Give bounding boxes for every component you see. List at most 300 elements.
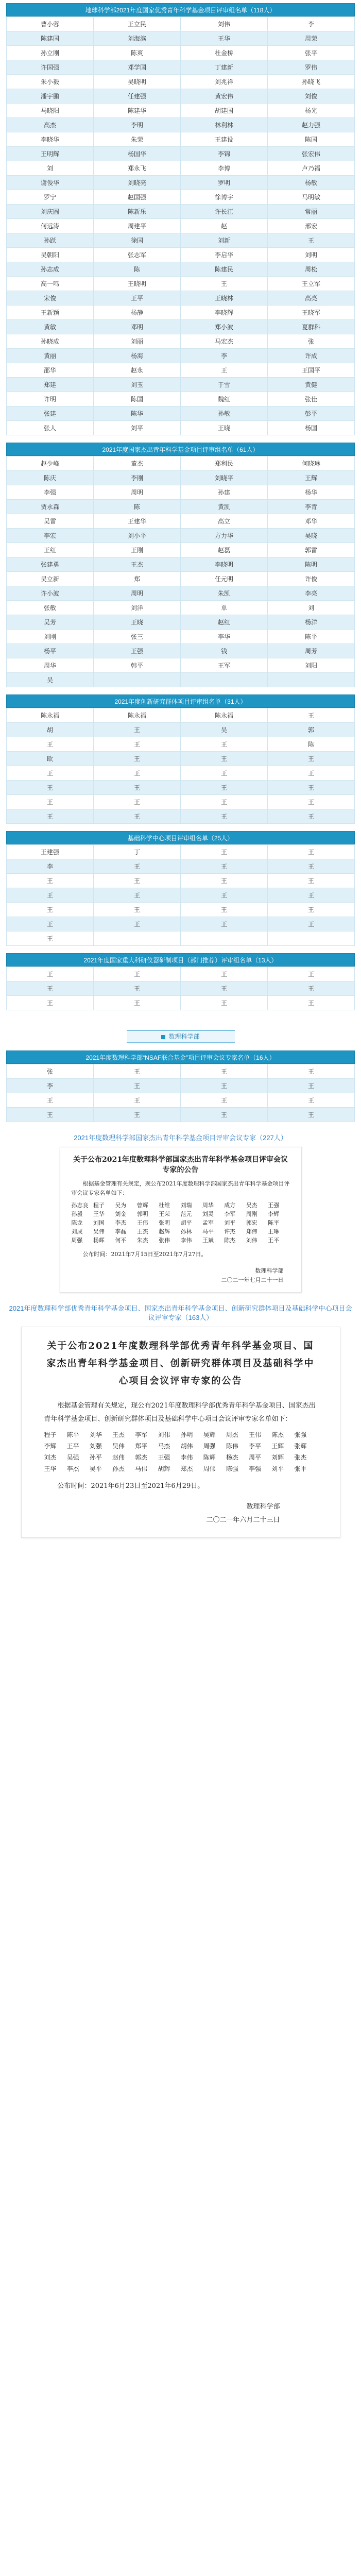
name-cell: 王 bbox=[181, 766, 268, 781]
name-cell: 王 bbox=[7, 903, 94, 917]
name-cell: 赵少峰 bbox=[7, 456, 94, 471]
name-cell: 王 bbox=[181, 888, 268, 903]
table-row bbox=[7, 615, 355, 630]
name-cell: 陈 bbox=[94, 262, 181, 277]
name-cell: 郑 bbox=[94, 572, 181, 586]
name-cell: 王 bbox=[94, 723, 181, 737]
table-row bbox=[7, 874, 355, 888]
expert-name: 陈强 bbox=[226, 1465, 238, 1472]
expert-name: 周刚 bbox=[246, 1211, 257, 1217]
math-name-table bbox=[6, 1064, 355, 1122]
expert-name: 吴强 bbox=[66, 1454, 79, 1461]
name-cell: 王晓 bbox=[94, 615, 181, 630]
expert-name: 孙毅 bbox=[71, 1211, 83, 1217]
name-cell: 张 bbox=[268, 334, 355, 349]
name-cell: 孙志成 bbox=[7, 262, 94, 277]
expert-name: 刘辉 bbox=[271, 1454, 284, 1461]
name-cell: 陈 bbox=[268, 737, 355, 752]
table-row bbox=[7, 233, 355, 248]
table-row bbox=[7, 781, 355, 795]
name-cell: 刘新 bbox=[181, 233, 268, 248]
name-cell: 王 bbox=[94, 967, 181, 981]
name-cell: 许小波 bbox=[7, 586, 94, 601]
name-cell: 王华 bbox=[181, 31, 268, 46]
name-cell: 罗宁 bbox=[7, 190, 94, 205]
notice1-signature bbox=[72, 1266, 290, 1285]
notice1-period: 公布时间：2021年7月15日至2021年7月27日。 bbox=[82, 1251, 207, 1258]
name-cell: 陈永福 bbox=[94, 708, 181, 723]
table-row bbox=[7, 456, 355, 471]
name-cell: 孙跃 bbox=[7, 233, 94, 248]
name-cell: 陈建华 bbox=[94, 104, 181, 118]
name-cell: 杨敏 bbox=[268, 176, 355, 190]
name-cell: 马晓阳 bbox=[7, 104, 94, 118]
name-cell: 王 bbox=[7, 766, 94, 781]
name-cell: 刘海滨 bbox=[94, 31, 181, 46]
name-cell: 高亮 bbox=[268, 291, 355, 306]
expert-name: 孙志良 bbox=[71, 1202, 89, 1209]
table-row bbox=[7, 543, 355, 557]
name-cell: 王红 bbox=[7, 543, 94, 557]
table-row bbox=[7, 859, 355, 874]
name-cell: 郑小波 bbox=[181, 320, 268, 334]
name-cell: 董杰 bbox=[94, 456, 181, 471]
expert-name: 王琳 bbox=[268, 1228, 280, 1235]
expert-name: 郭杰 bbox=[135, 1454, 148, 1461]
name-cell: 邵华 bbox=[7, 363, 94, 378]
name-cell: 赵力强 bbox=[268, 118, 355, 132]
name-cell: 赵 bbox=[181, 219, 268, 233]
name-cell: 王强 bbox=[94, 644, 181, 658]
name-cell: 杨静 bbox=[94, 306, 181, 320]
math-section-title: 2021年度数理科学部“NSAF联合基金”项目评审会议专家名单（16人） bbox=[6, 1050, 355, 1064]
name-cell: 刘洋 bbox=[94, 601, 181, 615]
name-cell: 许明 bbox=[7, 392, 94, 406]
name-cell: 王 bbox=[7, 888, 94, 903]
name-cell: 宋俊 bbox=[7, 291, 94, 306]
name-cell: 丁 bbox=[94, 845, 181, 859]
name-cell: 邓学国 bbox=[94, 60, 181, 75]
name-cell: 陈平 bbox=[268, 630, 355, 644]
name-cell: 王 bbox=[268, 996, 355, 1010]
name-cell: 王 bbox=[268, 795, 355, 809]
table-row bbox=[7, 752, 355, 766]
expert-name: 王强 bbox=[268, 1202, 280, 1209]
name-cell: 郭雷 bbox=[268, 543, 355, 557]
expert-name: 孙林 bbox=[180, 1228, 192, 1235]
name-cell: 丁建新 bbox=[181, 60, 268, 75]
expert-name: 王伟 bbox=[249, 1431, 262, 1438]
table-row bbox=[7, 644, 355, 658]
name-cell: 王 bbox=[181, 809, 268, 824]
name-cell: 刘丽 bbox=[94, 334, 181, 349]
name-cell: 张建 bbox=[7, 406, 94, 421]
name-cell: 王 bbox=[181, 1093, 268, 1108]
name-cell: 王 bbox=[94, 874, 181, 888]
name-cell: 邓华 bbox=[268, 514, 355, 529]
name-cell: 刘阳 bbox=[268, 658, 355, 673]
name-cell: 周芳 bbox=[268, 644, 355, 658]
expert-name: 陈杰 bbox=[224, 1237, 236, 1244]
name-cell: 杨海 bbox=[94, 349, 181, 363]
section-title: 2021年度国家杰出青年科学基金项目评审组名单（61人） bbox=[6, 443, 355, 456]
name-cell: 孙晓成 bbox=[7, 334, 94, 349]
name-cell bbox=[94, 931, 181, 946]
expert-name: 杜维 bbox=[159, 1202, 170, 1209]
expert-name: 胡平 bbox=[180, 1219, 192, 1226]
name-cell bbox=[181, 673, 268, 687]
name-table bbox=[6, 844, 355, 946]
name-cell: 赵国强 bbox=[94, 190, 181, 205]
name-cell: 王 bbox=[94, 917, 181, 931]
table-row bbox=[7, 529, 355, 543]
expert-name: 孟军 bbox=[202, 1219, 214, 1226]
name-cell: 王 bbox=[7, 996, 94, 1010]
name-cell: 周明 bbox=[94, 586, 181, 601]
expert-name: 程子 bbox=[44, 1431, 57, 1438]
name-cell: 吴立新 bbox=[7, 572, 94, 586]
name-table bbox=[6, 967, 355, 1010]
expert-name: 马平 bbox=[202, 1228, 214, 1235]
name-cell: 王明辉 bbox=[7, 147, 94, 161]
spacer bbox=[6, 824, 355, 831]
name-cell: 于雪 bbox=[181, 378, 268, 392]
name-cell: 许国强 bbox=[7, 60, 94, 75]
name-cell: 杨华 bbox=[268, 485, 355, 500]
name-cell: 方力华 bbox=[181, 529, 268, 543]
name-cell: 孙立刚 bbox=[7, 46, 94, 60]
table-row bbox=[7, 118, 355, 132]
table-row bbox=[7, 845, 355, 859]
name-cell: 王 bbox=[94, 795, 181, 809]
name-cell: 李华 bbox=[181, 630, 268, 644]
table-row bbox=[7, 708, 355, 723]
name-cell: 张佳 bbox=[268, 392, 355, 406]
name-cell: 王 bbox=[7, 737, 94, 752]
table-row bbox=[7, 248, 355, 262]
table-row bbox=[7, 917, 355, 931]
expert-name: 程子 bbox=[93, 1202, 105, 1209]
notice2-link[interactable]: 2021年度数理科学部优秀青年科学基金项目、国家杰出青年科学基金项目、创新研究群体项目及基础科学中心项目会议评审专家（163人） bbox=[9, 1304, 352, 1321]
name-cell: 王 bbox=[7, 931, 94, 946]
name-cell: 李亮 bbox=[268, 586, 355, 601]
name-cell: 马明敏 bbox=[268, 190, 355, 205]
name-cell bbox=[268, 673, 355, 687]
name-cell: 王 bbox=[268, 1079, 355, 1093]
name-cell: 吴朝阳 bbox=[7, 248, 94, 262]
name-cell: 王 bbox=[181, 752, 268, 766]
expert-name: 李杰 bbox=[66, 1465, 79, 1472]
name-cell: 张人 bbox=[7, 421, 94, 435]
name-cell: 吴晓明 bbox=[94, 75, 181, 89]
name-cell: 陈建国 bbox=[7, 31, 94, 46]
name-table bbox=[6, 708, 355, 824]
expert-name: 郑杰 bbox=[180, 1465, 193, 1472]
table-row bbox=[7, 89, 355, 104]
name-cell: 邓明 bbox=[94, 320, 181, 334]
expert-name: 吴辉 bbox=[203, 1431, 216, 1438]
name-cell: 周建平 bbox=[94, 219, 181, 233]
table-row bbox=[7, 75, 355, 89]
name-cell: 李晓华 bbox=[7, 132, 94, 147]
name-cell: 王 bbox=[268, 917, 355, 931]
expert-name: 刘伟 bbox=[158, 1431, 170, 1438]
name-cell: 王建强 bbox=[7, 845, 94, 859]
name-cell: 单 bbox=[181, 601, 268, 615]
expert-name: 陈伟 bbox=[226, 1443, 238, 1450]
name-cell: 王 bbox=[94, 1079, 181, 1093]
name-cell: 刘晓亮 bbox=[94, 176, 181, 190]
name-cell: 许长江 bbox=[181, 205, 268, 219]
name-cell: 吴芳 bbox=[7, 615, 94, 630]
expert-name: 张强 bbox=[294, 1431, 307, 1438]
name-cell: 许俊 bbox=[268, 572, 355, 586]
name-cell: 赵红 bbox=[181, 615, 268, 630]
committee-section bbox=[6, 3, 355, 443]
name-cell: 何晓琳 bbox=[268, 456, 355, 471]
table-row bbox=[7, 931, 355, 946]
table-row bbox=[7, 673, 355, 687]
name-cell: 吴 bbox=[181, 723, 268, 737]
expert-name: 陈杰 bbox=[271, 1431, 284, 1438]
name-cell: 张志军 bbox=[94, 248, 181, 262]
name-cell: 张平 bbox=[268, 46, 355, 60]
expert-name: 刘平 bbox=[224, 1219, 236, 1226]
expert-name: 王伟 bbox=[136, 1219, 148, 1226]
name-cell: 朱凯 bbox=[181, 586, 268, 601]
name-cell: 王辉 bbox=[268, 471, 355, 485]
name-cell: 李明 bbox=[94, 118, 181, 132]
name-cell: 刘小平 bbox=[94, 529, 181, 543]
name-cell: 周松 bbox=[268, 262, 355, 277]
name-cell: 王 bbox=[181, 737, 268, 752]
expert-name: 刘强 bbox=[89, 1443, 102, 1450]
table-row bbox=[7, 363, 355, 378]
name-cell: 王 bbox=[268, 981, 355, 996]
notice1-link[interactable]: 2021年度数理科学部国家杰出青年科学基金项目评审会议专家（227人） bbox=[74, 1134, 287, 1142]
expert-name: 朱杰 bbox=[136, 1237, 148, 1244]
committee-sections bbox=[6, 3, 355, 1018]
table-row bbox=[7, 471, 355, 485]
expert-name: 王斌 bbox=[202, 1237, 214, 1244]
spacer bbox=[6, 435, 355, 443]
expert-name: 刘瑞 bbox=[180, 1202, 192, 1209]
name-cell: 王平 bbox=[94, 291, 181, 306]
name-cell: 李强 bbox=[7, 485, 94, 500]
name-cell: 胡 bbox=[7, 723, 94, 737]
name-cell: 孙晓飞 bbox=[268, 75, 355, 89]
spacer bbox=[6, 687, 355, 694]
name-cell: 邢宏 bbox=[268, 219, 355, 233]
name-cell: 王 bbox=[7, 967, 94, 981]
table-row bbox=[7, 996, 355, 1010]
name-cell: 胡建国 bbox=[181, 104, 268, 118]
table-row bbox=[7, 1093, 355, 1108]
name-cell: 刘庆圆 bbox=[7, 205, 94, 219]
name-cell: 李刚 bbox=[94, 471, 181, 485]
name-cell: 高立 bbox=[181, 514, 268, 529]
name-cell: 陈庆 bbox=[7, 471, 94, 485]
name-cell: 刘 bbox=[7, 161, 94, 176]
name-cell: 王 bbox=[94, 996, 181, 1010]
expert-name: 王平 bbox=[268, 1237, 280, 1244]
name-cell: 吴雷 bbox=[7, 514, 94, 529]
expert-name: 李军 bbox=[224, 1211, 236, 1217]
name-cell: 王 bbox=[181, 363, 268, 378]
table-row bbox=[7, 291, 355, 306]
expert-name: 李磊 bbox=[115, 1228, 127, 1235]
name-cell: 韩平 bbox=[94, 658, 181, 673]
expert-name: 王杰 bbox=[112, 1431, 125, 1438]
name-cell: 王 bbox=[181, 1108, 268, 1122]
name-cell: 刘晓平 bbox=[181, 471, 268, 485]
name-cell: 郑永飞 bbox=[94, 161, 181, 176]
table-row bbox=[7, 190, 355, 205]
section-title: 基础科学中心项目评审组名单（25人） bbox=[6, 831, 355, 844]
name-cell: 王晓军 bbox=[268, 306, 355, 320]
table-row bbox=[7, 723, 355, 737]
name-cell bbox=[181, 931, 268, 946]
notice2-title: 关于公布2021年度数理科学部优秀青年科学基金项目、国家杰出青年科学基金项目、创新研究群体项目及基础科学中心项目会议评审专家的公告 bbox=[46, 1341, 315, 1386]
table-row bbox=[7, 766, 355, 781]
name-cell: 李晓辉 bbox=[181, 306, 268, 320]
name-cell: 张三 bbox=[94, 630, 181, 644]
name-cell: 王 bbox=[94, 737, 181, 752]
expert-name: 郭明 bbox=[136, 1211, 148, 1217]
name-cell: 曹小蓉 bbox=[7, 17, 94, 31]
table-row bbox=[7, 406, 355, 421]
name-cell: 任建强 bbox=[94, 89, 181, 104]
name-cell: 王 bbox=[94, 1093, 181, 1108]
name-cell: 王立军 bbox=[268, 277, 355, 291]
expert-name: 李伟 bbox=[180, 1454, 193, 1461]
expert-name: 胡辉 bbox=[158, 1465, 170, 1472]
name-cell: 陈爽 bbox=[94, 46, 181, 60]
expert-name: 刘金 bbox=[115, 1211, 127, 1217]
name-cell: 王 bbox=[94, 903, 181, 917]
name-cell: 杨平 bbox=[7, 644, 94, 658]
name-cell: 黄敏 bbox=[7, 320, 94, 334]
table-row bbox=[7, 262, 355, 277]
name-cell: 王 bbox=[268, 752, 355, 766]
expert-name: 张明 bbox=[159, 1219, 170, 1226]
name-cell: 李 bbox=[181, 349, 268, 363]
table-row bbox=[7, 60, 355, 75]
expert-name: 成方 bbox=[224, 1202, 236, 1209]
expert-name: 刘华 bbox=[89, 1431, 102, 1438]
expert-name: 马杰 bbox=[158, 1443, 170, 1450]
name-cell: 李启华 bbox=[181, 248, 268, 262]
name-cell: 王 bbox=[94, 888, 181, 903]
table-row bbox=[7, 378, 355, 392]
table-row bbox=[7, 981, 355, 996]
name-cell: 王 bbox=[268, 708, 355, 723]
table-row bbox=[7, 888, 355, 903]
table-row bbox=[7, 557, 355, 572]
notice1-sig-date: 二〇二一年七月二十一日 bbox=[221, 1277, 284, 1283]
expert-name: 王华 bbox=[44, 1465, 57, 1472]
name-cell: 陈国 bbox=[94, 392, 181, 406]
name-cell: 李锦 bbox=[181, 147, 268, 161]
name-cell: 王 bbox=[268, 781, 355, 795]
expert-name: 杨辉 bbox=[93, 1237, 105, 1244]
name-cell: 王 bbox=[268, 1093, 355, 1108]
name-cell: 刘兆祥 bbox=[181, 75, 268, 89]
name-cell: 朱小毅 bbox=[7, 75, 94, 89]
table-row bbox=[7, 17, 355, 31]
name-cell: 徐国 bbox=[94, 233, 181, 248]
name-cell: 周华 bbox=[7, 658, 94, 673]
expert-name: 张伟 bbox=[159, 1237, 170, 1244]
expert-name: 范元 bbox=[180, 1211, 192, 1217]
expert-name: 赵伟 bbox=[112, 1454, 125, 1461]
name-cell: 贾永森 bbox=[7, 500, 94, 514]
notice2-period: 公布时间：2021年6月23日至2021年6月29日。 bbox=[57, 1482, 204, 1490]
expert-name: 王华 bbox=[93, 1211, 105, 1217]
expert-name: 周平 bbox=[249, 1454, 262, 1461]
table-row bbox=[7, 334, 355, 349]
name-cell: 黄丽 bbox=[7, 349, 94, 363]
name-cell: 王 bbox=[181, 1064, 268, 1079]
table-row bbox=[7, 1079, 355, 1093]
expert-name: 刘杰 bbox=[44, 1454, 57, 1461]
expert-name: 赵辉 bbox=[159, 1228, 170, 1235]
expert-name: 陈辉 bbox=[203, 1454, 216, 1461]
name-cell: 王 bbox=[268, 1108, 355, 1122]
table-row bbox=[7, 967, 355, 981]
spacer bbox=[6, 946, 355, 953]
expert-name: 郭宏 bbox=[246, 1219, 257, 1226]
name-cell: 陈 bbox=[94, 500, 181, 514]
name-cell: 李 bbox=[268, 17, 355, 31]
name-cell: 任元明 bbox=[181, 572, 268, 586]
name-cell: 欧 bbox=[7, 752, 94, 766]
name-cell: 王 bbox=[7, 795, 94, 809]
name-cell: 王 bbox=[268, 903, 355, 917]
name-cell: 王军 bbox=[181, 658, 268, 673]
expert-name: 周强 bbox=[203, 1443, 216, 1450]
name-cell: 张建勇 bbox=[7, 557, 94, 572]
expert-name: 张辉 bbox=[294, 1443, 307, 1450]
name-cell: 王 bbox=[268, 233, 355, 248]
expert-name: 陈平 bbox=[66, 1431, 79, 1438]
name-cell: 王 bbox=[94, 809, 181, 824]
expert-name: 周杰 bbox=[226, 1431, 238, 1438]
table-row bbox=[7, 147, 355, 161]
name-cell: 孙建 bbox=[181, 485, 268, 500]
expert-name: 胡伟 bbox=[180, 1443, 193, 1450]
name-cell: 陈明 bbox=[268, 557, 355, 572]
department-header bbox=[127, 1030, 235, 1043]
name-cell: 王建设 bbox=[181, 132, 268, 147]
table-row bbox=[7, 31, 355, 46]
name-cell: 王 bbox=[7, 917, 94, 931]
name-cell: 王 bbox=[181, 996, 268, 1010]
name-cell: 王 bbox=[268, 809, 355, 824]
table-row bbox=[7, 658, 355, 673]
name-cell: 王 bbox=[94, 981, 181, 996]
name-cell: 王 bbox=[7, 809, 94, 824]
expert-name: 李辉 bbox=[268, 1211, 280, 1217]
name-cell: 许成 bbox=[268, 349, 355, 363]
name-cell: 杨国 bbox=[268, 421, 355, 435]
name-cell: 吴晓 bbox=[268, 529, 355, 543]
name-cell: 王 bbox=[94, 781, 181, 795]
table-row bbox=[7, 903, 355, 917]
name-cell: 李晓明 bbox=[181, 557, 268, 572]
table-row bbox=[7, 46, 355, 60]
name-cell: 陈永福 bbox=[181, 708, 268, 723]
